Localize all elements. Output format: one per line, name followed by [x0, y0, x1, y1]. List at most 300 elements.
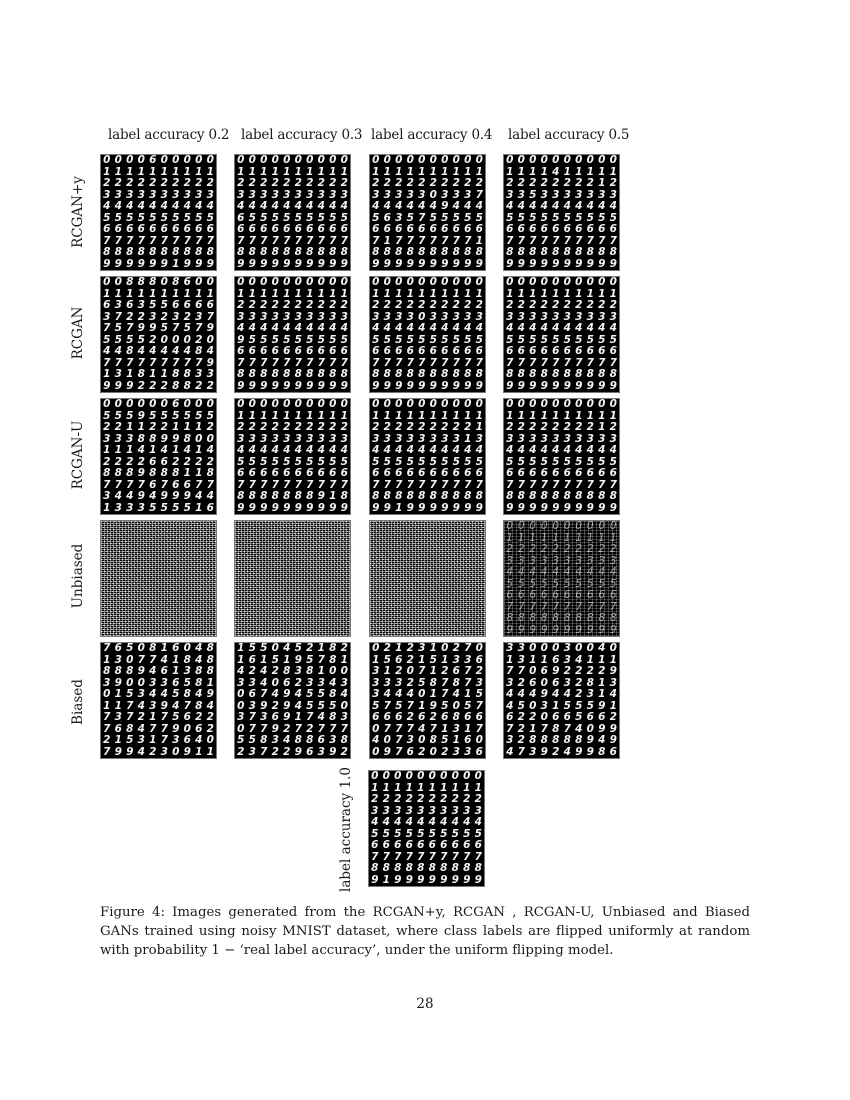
generated-digit: 5: [172, 501, 180, 514]
generated-digit: 0: [441, 276, 449, 289]
generated-digit: 9: [586, 745, 594, 758]
generated-digit: 2: [552, 745, 560, 758]
generated-digit: 8: [206, 653, 214, 666]
generated-digit: 1: [529, 409, 537, 422]
generated-digit: 3: [372, 310, 380, 323]
generated-digit: 8: [183, 688, 191, 701]
generated-digit: 6: [452, 665, 460, 678]
generated-digit: 8: [160, 467, 168, 480]
generated-digit: 3: [609, 188, 617, 201]
generated-digit: 9: [340, 257, 348, 270]
generated-digit: 9: [395, 257, 403, 270]
generated-digit: 3: [248, 745, 256, 758]
generated-digit: 4: [160, 444, 168, 457]
generated-digit: 8: [329, 642, 337, 655]
generated-digit: 2: [517, 543, 525, 556]
generated-digit: 5: [464, 333, 472, 346]
generated-digit: 0: [406, 665, 414, 678]
generated-digit: 8: [517, 246, 525, 259]
generated-digit: 6: [598, 223, 606, 236]
generated-digit: 9: [237, 501, 245, 514]
grid-row: [370, 625, 485, 637]
generated-digit: 7: [372, 478, 380, 491]
generated-digit: 6: [183, 734, 191, 747]
generated-digit: 4: [195, 688, 203, 701]
grid-row: [370, 666, 485, 678]
generated-digit: 3: [506, 432, 514, 445]
generated-digit: 4: [126, 200, 134, 213]
generated-digit: 4: [283, 734, 291, 747]
generated-digit: 9: [237, 379, 245, 392]
generated-digit: 8: [598, 368, 606, 381]
generated-digit: 8: [575, 734, 583, 747]
generated-digit: 3: [609, 554, 617, 567]
generated-digit: 9: [306, 501, 314, 514]
generated-digit: 8: [406, 490, 414, 503]
generated-digit: 1: [395, 409, 403, 422]
generated-digit: 2: [206, 722, 214, 735]
generated-digit: 7: [552, 356, 560, 369]
generated-digit: 9: [126, 745, 134, 758]
generated-digit: 5: [383, 333, 391, 346]
generated-digit: 2: [306, 642, 314, 655]
generated-digit: 0: [126, 653, 134, 666]
generated-digit: 6: [598, 467, 606, 480]
grid-row: [370, 300, 485, 312]
generated-digit: 0: [540, 276, 548, 289]
generated-digit: 1: [114, 699, 122, 712]
generated-digit: 5: [329, 455, 337, 468]
generated-digit: 3: [172, 188, 180, 201]
generated-digit: 0: [260, 276, 268, 289]
generated-digit: 1: [464, 432, 472, 445]
generated-digit: 9: [475, 501, 483, 514]
generated-digit: 0: [552, 642, 560, 655]
generated-digit: 7: [283, 234, 291, 247]
generated-digit: 2: [517, 299, 525, 312]
generated-digit: 3: [103, 188, 111, 201]
generated-digit: 4: [195, 200, 203, 213]
generated-digit: 4: [609, 566, 617, 579]
grid-row: [504, 277, 619, 289]
generated-digit: 5: [406, 333, 414, 346]
generated-digit: 3: [371, 804, 379, 817]
generated-digit: 1: [395, 165, 403, 178]
generated-digit: 6: [160, 223, 168, 236]
generated-digit: 1: [441, 653, 449, 666]
generated-digit: 3: [137, 501, 145, 514]
generated-digit: 5: [406, 211, 414, 224]
generated-digit: 1: [552, 287, 560, 300]
generated-digit: 3: [237, 310, 245, 323]
generated-digit: 8: [283, 490, 291, 503]
generated-digit: 7: [598, 478, 606, 491]
generated-digit: 1: [598, 177, 606, 190]
generated-digit: 2: [598, 299, 606, 312]
generated-digit: 0: [271, 276, 279, 289]
generated-digit: 6: [563, 711, 571, 724]
generated-digit: 3: [294, 665, 302, 678]
generated-digit: 5: [329, 211, 337, 224]
generated-digit: 6: [283, 467, 291, 480]
grid-row: [101, 747, 216, 759]
generated-digit: 7: [271, 234, 279, 247]
generated-digit: 4: [306, 200, 314, 213]
generated-digit: 6: [237, 223, 245, 236]
generated-digit: 9: [406, 379, 414, 392]
generated-digit: 7: [383, 722, 391, 735]
generated-digit: 4: [598, 642, 606, 655]
generated-digit: 0: [340, 276, 348, 289]
grid-row: [235, 625, 350, 637]
generated-digit: 2: [114, 455, 122, 468]
generated-digit: 8: [406, 368, 414, 381]
generated-digit: 9: [406, 501, 414, 514]
generated-digit: 1: [183, 421, 191, 434]
generated-digit: 2: [248, 665, 256, 678]
generated-digit: 0: [452, 276, 460, 289]
grid-row: [370, 567, 485, 579]
generated-digit: 3: [114, 188, 122, 201]
grid-row: [370, 468, 485, 480]
generated-digit: 7: [586, 356, 594, 369]
generated-digit: 9: [552, 623, 560, 636]
generated-digit: 5: [172, 688, 180, 701]
generated-digit: 7: [103, 745, 111, 758]
generated-digit: 7: [126, 322, 134, 335]
generated-digit: 0: [294, 154, 302, 167]
generated-digit: 1: [271, 409, 279, 422]
generated-digit: 6: [206, 299, 214, 312]
generated-digit: 2: [406, 177, 414, 190]
generated-digit: 1: [306, 287, 314, 300]
generated-digit: 8: [452, 676, 460, 689]
generated-digit: 5: [372, 455, 380, 468]
generated-digit: 0: [517, 520, 525, 533]
generated-digit: 8: [195, 676, 203, 689]
generated-digit: 2: [452, 177, 460, 190]
generated-digit: 1: [598, 287, 606, 300]
generated-digit: 8: [329, 368, 337, 381]
generated-digit: 1: [540, 409, 548, 422]
generated-digit: 7: [395, 356, 403, 369]
generated-digit: 0: [575, 642, 583, 655]
generated-digit: 7: [371, 850, 379, 863]
generated-digit: 9: [103, 257, 111, 270]
generated-digit: 3: [452, 432, 460, 445]
generated-digit: 4: [160, 345, 168, 358]
generated-digit: 0: [260, 154, 268, 167]
generated-digit: 0: [329, 154, 337, 167]
generated-digit: 7: [149, 653, 157, 666]
generated-digit: 1: [529, 653, 537, 666]
generated-digit: 6: [517, 467, 525, 480]
generated-digit: 9: [317, 257, 325, 270]
generated-digit: 4: [506, 566, 514, 579]
generated-digit: 0: [206, 432, 214, 445]
generated-digit: 7: [103, 478, 111, 491]
generated-digit: 4: [172, 699, 180, 712]
generated-digit: 7: [540, 600, 548, 613]
generated-digit: 7: [126, 356, 134, 369]
generated-digit: 1: [598, 409, 606, 422]
generated-digit: 1: [103, 444, 111, 457]
generated-digit: 2: [529, 177, 537, 190]
generated-digit: 1: [126, 444, 134, 457]
generated-digit: 9: [598, 379, 606, 392]
generated-digit: 1: [183, 165, 191, 178]
generated-digit: 1: [248, 287, 256, 300]
generated-digit: 1: [294, 711, 302, 724]
generated-digit: 2: [306, 299, 314, 312]
generated-digit: 8: [317, 246, 325, 259]
generated-digit: 9: [586, 623, 594, 636]
generated-digit: 1: [294, 287, 302, 300]
generated-digit: 3: [306, 310, 314, 323]
generated-digit: 2: [137, 711, 145, 724]
generated-digit: 3: [517, 554, 525, 567]
generated-digit: 2: [406, 676, 414, 689]
generated-digit: 0: [114, 276, 122, 289]
generated-digit: 9: [417, 873, 425, 886]
generated-digit: 5: [114, 333, 122, 346]
generated-digit: 3: [464, 653, 472, 666]
generated-digit: 6: [126, 223, 134, 236]
generated-digit: 9: [271, 501, 279, 514]
generated-digit: 2: [563, 421, 571, 434]
generated-digit: 5: [126, 211, 134, 224]
generated-digit: 0: [529, 154, 537, 167]
generated-digit: 5: [406, 455, 414, 468]
generated-digit: 6: [563, 589, 571, 602]
generated-digit: 7: [394, 850, 402, 863]
generated-digit: 2: [340, 177, 348, 190]
grid-row: [235, 201, 350, 213]
generated-digit: 1: [418, 653, 426, 666]
generated-digit: 3: [406, 310, 414, 323]
generated-digit: 0: [317, 154, 325, 167]
generated-digit: 5: [271, 455, 279, 468]
generated-digit: 6: [294, 345, 302, 358]
generated-digit: 3: [540, 310, 548, 323]
generated-digit: 3: [195, 310, 203, 323]
generated-digit: 0: [237, 398, 245, 411]
generated-digit: 1: [237, 409, 245, 422]
generated-digit: 3: [206, 188, 214, 201]
generated-digit: 7: [475, 356, 483, 369]
generated-digit: 9: [306, 257, 314, 270]
generated-digit: 5: [271, 211, 279, 224]
generated-digit: 3: [475, 432, 483, 445]
generated-digit: 3: [372, 188, 380, 201]
generated-digit: 7: [429, 478, 437, 491]
generated-digit: 1: [183, 287, 191, 300]
generated-digit: 5: [506, 577, 514, 590]
generated-digit: 2: [372, 299, 380, 312]
generated-digit: 3: [540, 699, 548, 712]
generated-digit: 9: [405, 873, 413, 886]
generated-digit: 9: [464, 257, 472, 270]
generated-digit: 9: [294, 745, 302, 758]
generated-digit: 5: [237, 734, 245, 747]
generated-digit: 4: [563, 200, 571, 213]
generated-digit: 4: [271, 322, 279, 335]
generated-digit: 5: [317, 455, 325, 468]
generated-digit: 9: [575, 379, 583, 392]
generated-digit: 0: [183, 722, 191, 735]
generated-digit: 8: [464, 490, 472, 503]
generated-digit: 6: [463, 839, 471, 852]
grid-row: [504, 613, 619, 625]
generated-digit: 1: [260, 287, 268, 300]
generated-digit: 7: [195, 478, 203, 491]
generated-digit: 2: [563, 543, 571, 556]
generated-digit: 4: [418, 722, 426, 735]
generated-digit: 5: [383, 653, 391, 666]
generated-digit: 5: [529, 333, 537, 346]
generated-digit: 5: [160, 211, 168, 224]
generated-digit: 9: [418, 379, 426, 392]
generated-digit: 1: [451, 781, 459, 794]
generated-digit: 9: [540, 688, 548, 701]
generated-digit: 7: [552, 234, 560, 247]
generated-digit: 8: [552, 368, 560, 381]
generated-digit: 3: [340, 711, 348, 724]
generated-digit: 6: [428, 839, 436, 852]
generated-digit: 0: [575, 276, 583, 289]
generated-digit: 4: [172, 345, 180, 358]
generated-digit: 8: [540, 490, 548, 503]
generated-digit: 0: [383, 734, 391, 747]
generated-digit: 7: [517, 478, 525, 491]
generated-digit: 4: [464, 200, 472, 213]
generated-digit: 5: [317, 699, 325, 712]
generated-digit: 9: [206, 688, 214, 701]
generated-digit: 0: [540, 154, 548, 167]
generated-digit: 4: [529, 444, 537, 457]
generated-digit: 2: [195, 455, 203, 468]
generated-digit: 3: [418, 642, 426, 655]
generated-digit: 9: [248, 257, 256, 270]
generated-digit: 5: [137, 333, 145, 346]
generated-digit: 9: [429, 501, 437, 514]
generated-digit: 2: [598, 543, 606, 556]
generated-digit: 4: [529, 322, 537, 335]
grid-row: [101, 521, 216, 533]
generated-digit: 8: [372, 490, 380, 503]
generated-digit: 4: [340, 688, 348, 701]
grid-row: [370, 556, 485, 568]
generated-digit: 8: [529, 490, 537, 503]
generated-digit: 0: [475, 642, 483, 655]
generated-digit: 2: [260, 299, 268, 312]
grid-row: [504, 346, 619, 358]
generated-digit: 4: [529, 200, 537, 213]
grid-row: [369, 875, 484, 887]
generated-digit: 3: [575, 188, 583, 201]
generated-digit: 8: [598, 612, 606, 625]
generated-digit: 0: [237, 699, 245, 712]
generated-digit: 2: [575, 688, 583, 701]
generated-digit: 8: [609, 246, 617, 259]
generated-digit: 5: [529, 455, 537, 468]
grid-row: [235, 300, 350, 312]
generated-digit: 7: [248, 722, 256, 735]
generated-digit: 2: [329, 421, 337, 434]
generated-digit: 5: [586, 211, 594, 224]
generated-digit: 3: [260, 711, 268, 724]
generated-digit: 6: [114, 722, 122, 735]
generated-digit: 9: [464, 379, 472, 392]
generated-digit: 2: [195, 711, 203, 724]
generated-digit: 9: [598, 699, 606, 712]
generated-digit: 1: [598, 688, 606, 701]
generated-digit: 0: [406, 154, 414, 167]
generated-digit: 9: [452, 257, 460, 270]
generated-digit: 7: [172, 234, 180, 247]
generated-digit: 6: [383, 467, 391, 480]
generated-digit: 1: [206, 165, 214, 178]
generated-digit: 6: [183, 299, 191, 312]
generated-digit: 5: [394, 827, 402, 840]
generated-digit: 2: [283, 421, 291, 434]
generated-digit: 0: [418, 276, 426, 289]
generated-digit: 0: [206, 734, 214, 747]
generated-digit: 4: [406, 444, 414, 457]
generated-digit: 9: [260, 379, 268, 392]
generated-digit: 6: [195, 722, 203, 735]
generated-digit: 1: [429, 165, 437, 178]
generated-digit: 8: [506, 246, 514, 259]
generated-digit: 4: [575, 444, 583, 457]
generated-digit: 1: [517, 287, 525, 300]
generated-digit: 1: [517, 165, 525, 178]
grid-row: [504, 300, 619, 312]
generated-digit: 1: [372, 653, 380, 666]
generated-digit: 8: [429, 676, 437, 689]
generated-digit: 7: [609, 356, 617, 369]
generated-digit: 5: [114, 322, 122, 335]
generated-digit: 3: [329, 734, 337, 747]
generated-digit: 8: [418, 490, 426, 503]
generated-digit: 1: [441, 409, 449, 422]
generated-digit: 7: [114, 234, 122, 247]
generated-digit: 4: [563, 444, 571, 457]
generated-digit: 4: [418, 200, 426, 213]
generated-digit: 3: [283, 188, 291, 201]
generated-digit: 8: [418, 246, 426, 259]
generated-digit: 0: [172, 745, 180, 758]
generated-digit: 1: [317, 287, 325, 300]
generated-digit: 5: [429, 653, 437, 666]
generated-digit: 5: [609, 577, 617, 590]
generated-digit: 4: [317, 444, 325, 457]
generated-digit: 9: [329, 379, 337, 392]
generated-digit: 2: [372, 177, 380, 190]
generated-digit: 5: [160, 322, 168, 335]
generated-digit: 1: [586, 653, 594, 666]
generated-digit: 3: [586, 432, 594, 445]
generated-digit: 4: [406, 200, 414, 213]
generated-digit: 5: [126, 642, 134, 655]
generated-digit: 7: [529, 356, 537, 369]
generated-digit: 9: [183, 745, 191, 758]
generated-digit: 3: [395, 676, 403, 689]
generated-digit: 0: [609, 276, 617, 289]
generated-digit: 9: [451, 873, 459, 886]
generated-digit: 3: [383, 188, 391, 201]
generated-digit: 4: [540, 200, 548, 213]
